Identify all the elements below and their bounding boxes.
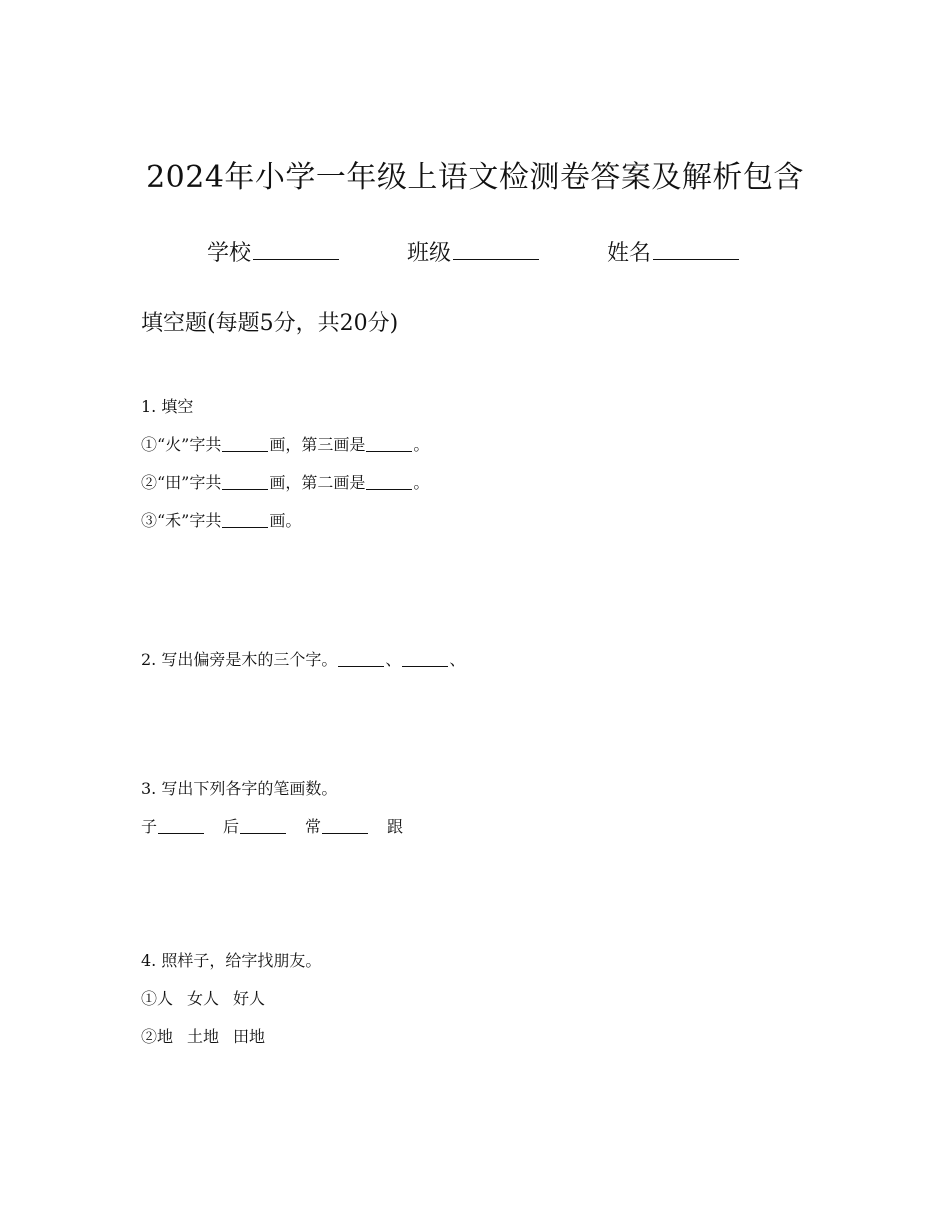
answer-blank[interactable]: [338, 665, 384, 667]
school-blank[interactable]: [253, 258, 339, 260]
q1-c-end: 画。: [269, 511, 302, 530]
q1-a-end: 。: [413, 435, 430, 454]
q4-row-2: [141, 1024, 265, 1047]
answer-blank[interactable]: [240, 832, 286, 834]
q1-b-end: 。: [413, 473, 430, 492]
school-label: 学校: [207, 241, 252, 266]
q2-sep1: 、: [385, 650, 402, 669]
name-blank[interactable]: [653, 258, 739, 260]
q1-c-pre: ③“禾”字共: [141, 511, 222, 530]
q3-chars-line: [141, 814, 403, 837]
name-label: 姓名: [607, 241, 652, 266]
q4-word: 田地: [233, 1027, 266, 1046]
answer-blank[interactable]: [222, 450, 268, 452]
q3-char: 跟: [387, 817, 404, 836]
q3-char: 常: [305, 817, 322, 836]
q4-word: ①人: [141, 989, 174, 1008]
name-field: [607, 236, 739, 267]
answer-blank[interactable]: [366, 488, 412, 490]
q1-b-mid: 画，第二画是: [269, 473, 366, 492]
q1-heading: 1. 填空: [141, 397, 194, 416]
q4-word: 女人: [187, 989, 220, 1008]
q4-row-1: [141, 986, 265, 1009]
answer-blank[interactable]: [222, 526, 268, 528]
class-blank[interactable]: [453, 258, 539, 260]
q1-line-c: [141, 508, 301, 531]
class-label: 班级: [407, 241, 452, 266]
q4-word: ②地: [141, 1027, 174, 1046]
q1-a-mid: 画，第三画是: [269, 435, 366, 454]
q3-char: 后: [223, 817, 240, 836]
q1-b-pre: ②“田”字共: [141, 473, 222, 492]
page-title: 2024年小学一年级上语文检测卷答案及解析包含: [146, 160, 804, 195]
q1-a-pre: ①“火”字共: [141, 435, 222, 454]
q4-word: 好人: [233, 989, 266, 1008]
answer-blank[interactable]: [366, 450, 412, 452]
section-title: 填空题(每题5分，共20分): [141, 311, 399, 336]
q2-text: 2. 写出偏旁是木的三个字。: [141, 650, 338, 669]
q2-sep2: 、: [449, 650, 466, 669]
q2-line: [141, 647, 465, 670]
answer-blank[interactable]: [222, 488, 268, 490]
q3-char: 子: [141, 817, 158, 836]
q1-line-a: [141, 432, 429, 455]
q4-word: 土地: [187, 1027, 220, 1046]
answer-blank[interactable]: [402, 665, 448, 667]
q4-heading: 4. 照样子，给字找朋友。: [141, 951, 322, 970]
q1-line-b: [141, 470, 429, 493]
q3-heading: 3. 写出下列各字的笔画数。: [141, 779, 338, 798]
school-field: [207, 236, 339, 267]
class-field: [407, 236, 539, 267]
answer-blank[interactable]: [322, 832, 368, 834]
answer-blank[interactable]: [158, 832, 204, 834]
